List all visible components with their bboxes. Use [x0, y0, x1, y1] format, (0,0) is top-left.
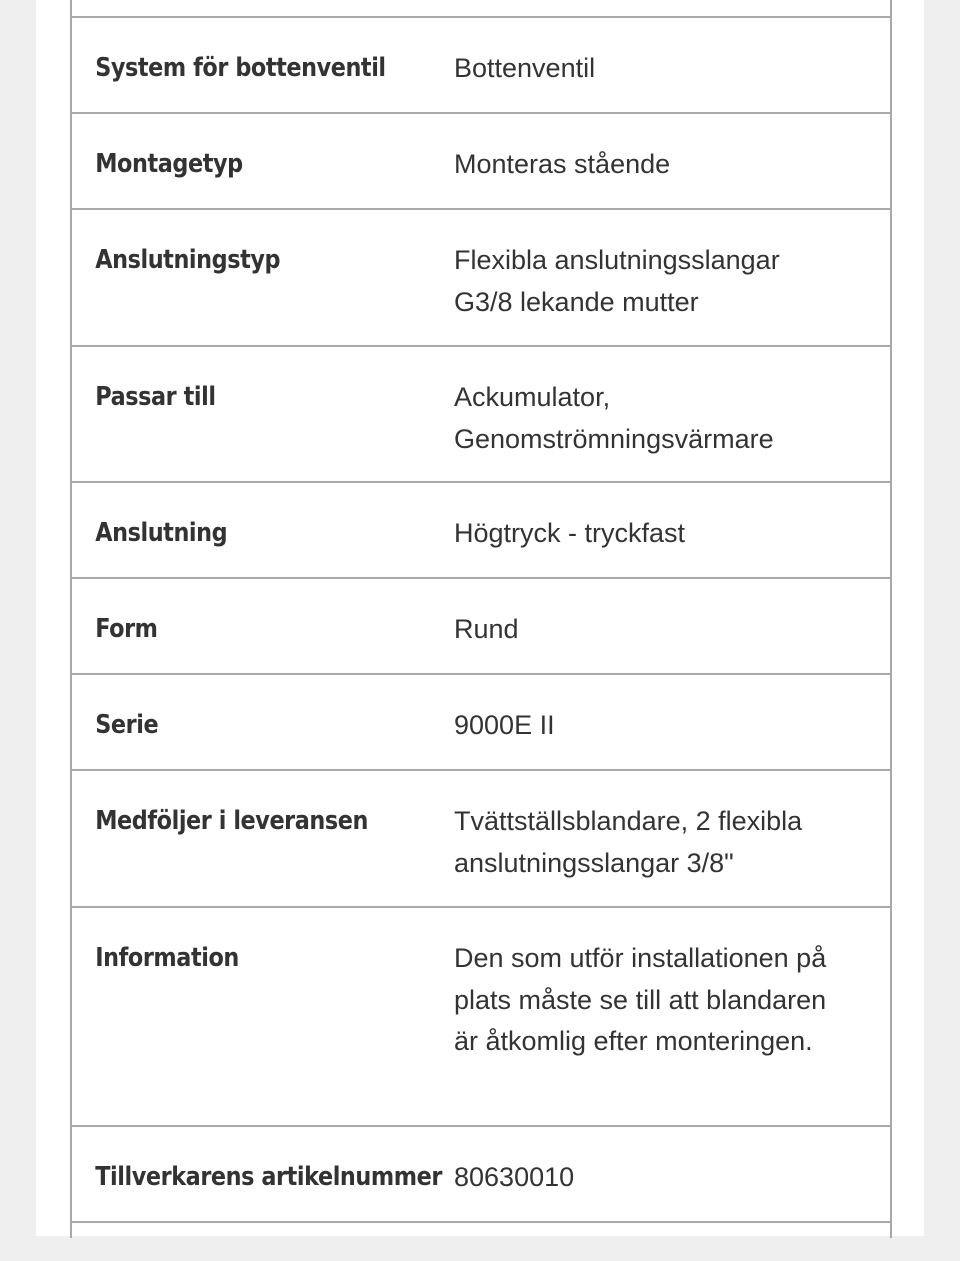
spec-row-medfoljer [72, 769, 890, 906]
spec-label: System för bottenventil [95, 53, 386, 83]
spec-label: Serie [95, 710, 159, 740]
spec-label: Medföljer i leveransen [95, 806, 369, 836]
spec-row-system [72, 16, 890, 112]
spec-label: Passar till [95, 382, 216, 412]
spec-row-information [72, 906, 890, 1125]
spec-label: Anslutningstyp [95, 245, 281, 275]
spec-value: Tvättställsblandare, 2 flexibla anslutningsslangar 3/8" [454, 806, 803, 878]
spec-label: Tillverkarens artikelnummer [95, 1162, 442, 1192]
spec-label: Montagetyp [95, 149, 243, 179]
spec-value: Rund [454, 614, 519, 644]
spec-value: 80630010 [454, 1162, 575, 1192]
spec-value: Monteras stående [454, 149, 671, 179]
spec-value: 9000E II [454, 710, 555, 740]
spec-row-montagetyp [72, 112, 890, 208]
spec-label: Information [95, 943, 239, 973]
spec-row-passar-till [72, 345, 890, 481]
spec-label: Form [95, 614, 158, 644]
page-content [36, 0, 924, 1236]
spec-label: Anslutning [95, 518, 228, 548]
spec-row-artikelnummer [72, 1125, 890, 1221]
product-spec-table [70, 0, 892, 1238]
spec-row-anslutning [72, 481, 890, 577]
spec-value: Den som utför installationen på plats måste se till att blandaren är åtkomlig efter monteringen. [454, 943, 827, 1056]
spec-row-form [72, 577, 890, 673]
spec-row-anslutningstyp [72, 208, 890, 345]
spec-row-serie [72, 673, 890, 769]
spec-value: Flexibla anslutningsslangar G3/8 lekande mutter [454, 245, 780, 317]
spec-row-next [72, 1221, 890, 1261]
spec-value: Bottenventil [454, 53, 596, 83]
spec-value: Högtryck - tryckfast [454, 518, 686, 548]
spec-value: Ackumulator, Genomströmningsvärmare [454, 382, 774, 454]
